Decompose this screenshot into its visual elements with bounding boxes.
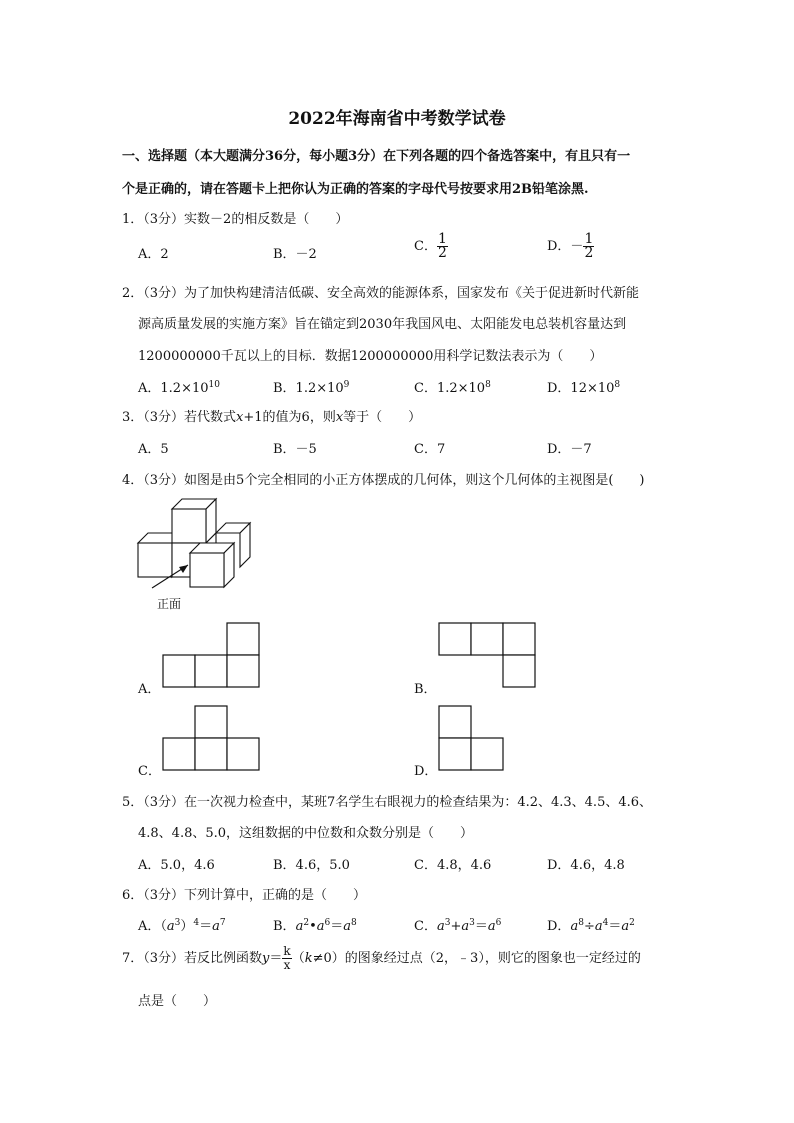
q2-stem-line3: 1200000000千瓦以上的目标．数据1200000000用科学记数法表示为（ ） xyxy=(138,349,603,364)
square xyxy=(439,706,471,738)
q3-variable-2: x xyxy=(335,410,344,425)
q2-b-text: B．1.2×10 xyxy=(273,381,344,396)
q6-a-eq: ＝ xyxy=(199,919,213,934)
q7-numerator: k xyxy=(283,944,291,958)
square xyxy=(227,623,259,655)
q2-stem-line1: 2．（3分）为了加快构建清洁低碳、安全高效的能源体系，国家发布《关于促进新时代新能 xyxy=(122,286,640,301)
q2-c-exponent: 8 xyxy=(485,380,491,390)
q6-a-pre: A．（ xyxy=(138,919,167,934)
q5-option-a: A．5.0，4.6 xyxy=(138,858,215,873)
q3-stem xyxy=(122,406,421,425)
q1-d-fraction xyxy=(583,233,594,260)
q5-stem-line2: 4.8、4.8、5.0，这组数据的中位数和众数分别是（ ） xyxy=(138,826,474,841)
square xyxy=(195,706,227,738)
q4-cube-figure xyxy=(130,495,260,610)
q4-option-b-label: B． xyxy=(414,682,437,697)
square xyxy=(227,655,259,687)
q6-d-exp1: 8 xyxy=(578,918,584,928)
q6-c-exp1: 3 xyxy=(444,918,451,928)
q6-option-c xyxy=(414,915,501,934)
q6-stem: 6．（3分）下列计算中，正确的是（ ） xyxy=(122,888,367,903)
q6-c-pre: C． xyxy=(414,919,437,934)
q2-a-exponent: 10 xyxy=(208,380,220,390)
q6-b-result: a xyxy=(343,919,352,934)
q2-option-b xyxy=(273,377,349,396)
square xyxy=(503,655,535,687)
q6-d-div: ÷ xyxy=(583,919,595,934)
section-instructions-line2: 个是正确的，请在答题卡上把你认为正确的答案的字母代号按要求用2B铅笔涂黑. xyxy=(122,182,589,197)
q6-c-base2: a xyxy=(461,919,470,934)
q4-option-b-figure xyxy=(439,622,537,688)
q7-stem-line2: 点是（ ） xyxy=(138,994,217,1009)
q7-stem-c: ≠0）的图象经过点（2，﹣3），则它的图象也一定经过的 xyxy=(312,951,641,966)
q1-c-prefix: C． xyxy=(414,239,437,254)
square xyxy=(195,655,227,687)
q6-d-result: a xyxy=(621,919,630,934)
q6-d-eq: ＝ xyxy=(608,919,622,934)
q3-option-d: D．－7 xyxy=(547,442,592,457)
front-view-label: 正面 xyxy=(157,597,182,611)
q1-d-denominator: 2 xyxy=(584,245,594,261)
square xyxy=(471,623,503,655)
q3-stem-a: 3．（3分）若代数式 xyxy=(122,410,237,425)
q3-stem-b: +1的值为6，则 xyxy=(243,410,336,425)
q6-c-result-exp: 6 xyxy=(495,918,502,928)
q6-d-base: a xyxy=(570,919,579,934)
q7-fraction xyxy=(282,945,291,972)
q4-option-a-label: A． xyxy=(138,682,161,697)
cube-front-front xyxy=(190,553,224,587)
q3-option-b: B．－5 xyxy=(273,442,317,457)
q4-option-d-figure xyxy=(439,705,537,771)
q2-option-d xyxy=(547,377,620,396)
q1-option-d xyxy=(547,233,594,260)
q6-option-b xyxy=(273,915,357,934)
q7-stem-b: （ xyxy=(291,951,305,966)
page-title: 2022年海南省中考数学试卷 xyxy=(288,109,506,129)
q6-c-base: a xyxy=(436,919,445,934)
square xyxy=(503,623,535,655)
square xyxy=(195,738,227,770)
q7-eq: ＝ xyxy=(269,951,283,966)
q5-stem-line1: 5．（3分）在一次视力检查中，某班7名学生右眼视力的检查结果为：4.2、4.3、4.5、4.6、 xyxy=(122,795,653,810)
q6-a-exp2: 4 xyxy=(193,918,200,928)
q3-option-a: A．5 xyxy=(138,442,169,457)
cube-left-front xyxy=(138,543,172,577)
q3-option-c: C．7 xyxy=(414,442,446,457)
q5-option-d: D．4.6，4.8 xyxy=(547,858,625,873)
q1-option-a: A．2 xyxy=(138,247,169,262)
q6-a-base: a xyxy=(166,919,175,934)
q6-d-exp2: 4 xyxy=(602,918,609,928)
q6-a-result-exp: 7 xyxy=(219,918,226,928)
q6-a-paren: ） xyxy=(180,919,194,934)
q6-a-result: a xyxy=(212,919,220,934)
q6-c-result: a xyxy=(487,919,496,934)
q3-variable: x xyxy=(236,410,244,425)
q5-option-c: C．4.8，4.6 xyxy=(414,858,492,873)
q2-c-text: C．1.2×10 xyxy=(414,381,486,396)
q6-a-exp1: 3 xyxy=(174,918,181,928)
q6-b-base2: a xyxy=(316,919,325,934)
q6-d-result-exp: 2 xyxy=(629,918,635,928)
q7-denominator: x xyxy=(283,958,291,972)
q1-option-c xyxy=(414,233,448,260)
q6-option-d xyxy=(547,915,635,934)
q6-b-base: a xyxy=(295,919,304,934)
q3-stem-c: 等于（ ） xyxy=(343,410,422,425)
cube-top-front xyxy=(172,509,206,543)
q7-y: y xyxy=(262,951,270,966)
q2-option-c xyxy=(414,377,491,396)
q4-option-c-figure xyxy=(163,705,261,771)
section-instructions-line1: 一、选择题（本大题满分36分，每小题3分）在下列各题的四个备选答案中，有且只有一 xyxy=(122,149,631,164)
q6-d-base2: a xyxy=(594,919,603,934)
square xyxy=(163,655,195,687)
q4-stem: 4．（3分）如图是由5个完全相同的小正方体摆成的几何体，则这个几何体的主视图是( ) xyxy=(122,473,645,488)
q1-stem: 1．（3分）实数－2的相反数是（ ） xyxy=(122,212,349,227)
square xyxy=(439,623,471,655)
q6-c-exp2: 3 xyxy=(469,918,475,928)
q6-b-exp1: 2 xyxy=(303,918,310,928)
square xyxy=(227,738,259,770)
q7-stem-a: 7．（3分）若反比例函数 xyxy=(122,951,263,966)
q2-option-a xyxy=(138,377,220,396)
q1-d-prefix: D．－ xyxy=(547,239,584,254)
q6-b-dot: • xyxy=(309,919,317,934)
q1-c-numerator: 1 xyxy=(437,231,447,247)
q1-option-b: B．－2 xyxy=(273,247,317,262)
q6-b-eq: ＝ xyxy=(330,919,344,934)
q7-stem xyxy=(122,945,641,972)
q4-option-d-label: D． xyxy=(414,764,438,779)
q1-c-denominator: 2 xyxy=(437,245,447,261)
q6-d-pre: D． xyxy=(547,919,571,934)
q4-option-a-figure xyxy=(163,622,261,688)
square xyxy=(439,738,471,770)
q2-stem-line2: 源高质量发展的实施方案》旨在锚定到2030年我国风电、太阳能发电总装机容量达到 xyxy=(138,317,627,332)
q6-option-a xyxy=(138,915,226,934)
q1-d-numerator: 1 xyxy=(584,231,594,247)
q2-a-text: A．1.2×10 xyxy=(138,381,209,396)
q7-k: k xyxy=(304,951,313,966)
q1-c-fraction xyxy=(437,233,448,260)
q6-c-plus: + xyxy=(450,919,462,934)
q5-option-b: B．4.6，5.0 xyxy=(273,858,350,873)
square xyxy=(163,738,195,770)
q6-c-eq: ＝ xyxy=(474,919,488,934)
q6-b-pre: B． xyxy=(273,919,296,934)
q2-d-text: D．12×10 xyxy=(547,381,615,396)
q4-option-c-label: C． xyxy=(138,764,161,779)
q6-b-exp2: 6 xyxy=(324,918,331,928)
q2-b-exponent: 9 xyxy=(343,380,350,390)
square xyxy=(471,738,503,770)
q6-b-result-exp: 8 xyxy=(351,918,357,928)
q2-d-exponent: 8 xyxy=(614,380,621,390)
